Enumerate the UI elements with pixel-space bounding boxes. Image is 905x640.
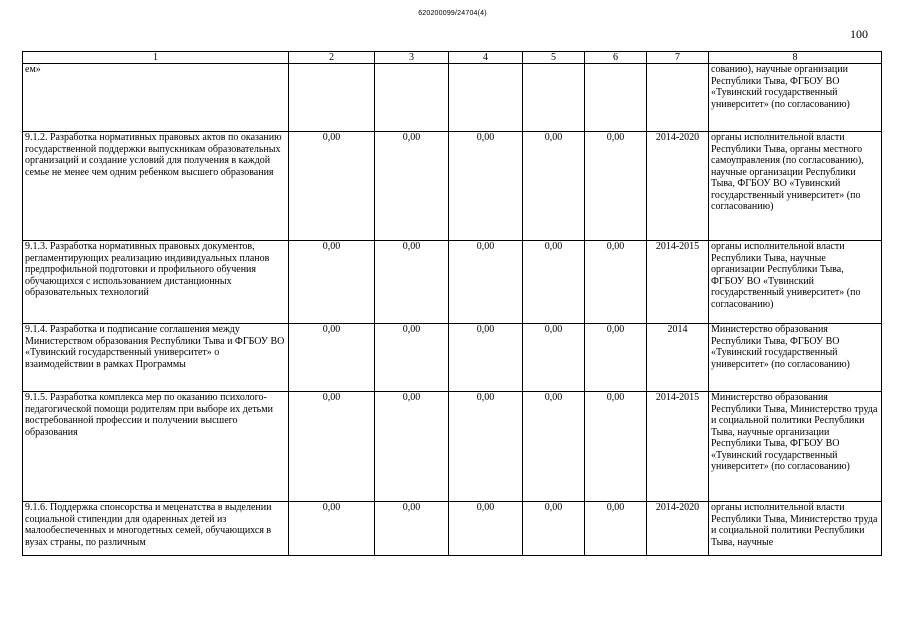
period-cell: 2014-2015: [647, 392, 709, 502]
executor-cell: Министерство образования Республики Тыва, Министерство труда и социальной политики Республики Тыва, научные организации Республики Тыва, ФГБОУ ВО «Тувинский государственный университет» (по согласованию): [709, 392, 882, 502]
value-cell: 0,00: [289, 392, 375, 502]
value-cell: 0,00: [585, 502, 647, 556]
value-cell: 0,00: [523, 132, 585, 241]
value-cell: 0,00: [523, 324, 585, 392]
value-cell: 0,00: [375, 502, 449, 556]
column-header: 3: [375, 52, 449, 64]
period-cell: 2014: [647, 324, 709, 392]
value-cell: 0,00: [375, 324, 449, 392]
value-cell: 0,00: [449, 132, 523, 241]
measure-cell: ем»: [23, 64, 289, 132]
column-header: 2: [289, 52, 375, 64]
table-row: [23, 241, 882, 324]
value-cell: 0,00: [585, 324, 647, 392]
table-row: [23, 324, 882, 392]
value-cell: 0,00: [523, 502, 585, 556]
value-cell: 0,00: [523, 392, 585, 502]
program-table: [22, 51, 882, 556]
period-cell: 2014-2020: [647, 132, 709, 241]
measure-cell: 9.1.6. Поддержка спонсорства и меценатства в выделении социальной стипендии для одаренных детей из малообеспеченных и многодетных семей, обучающихся в вузах страны, по различным: [23, 502, 289, 556]
value-cell: 0,00: [375, 241, 449, 324]
page-number: 100: [850, 27, 868, 41]
value-cell: 0,00: [449, 392, 523, 502]
executor-cell: органы исполнительной власти Республики Тыва, научные организации Республики Тыва, ФГБОУ ВО «Тувинский государственный университет» (по согласованию): [709, 241, 882, 324]
column-header: 7: [647, 52, 709, 64]
table-row: [23, 132, 882, 241]
value-cell: [449, 64, 523, 132]
period-cell: [647, 64, 709, 132]
value-cell: [523, 64, 585, 132]
value-cell: 0,00: [375, 132, 449, 241]
executor-cell: органы исполнительной власти Республики Тыва, Министерство труда и социальной политики Республики Тыва, научные: [709, 502, 882, 556]
value-cell: 0,00: [289, 132, 375, 241]
column-header: 5: [523, 52, 585, 64]
value-cell: 0,00: [289, 502, 375, 556]
table-row: [23, 502, 882, 556]
value-cell: 0,00: [449, 324, 523, 392]
document-id: 620200099/24704(4): [418, 10, 487, 17]
table-row: [23, 392, 882, 502]
measure-cell: 9.1.2. Разработка нормативных правовых актов по оказанию государственной поддержки выпускникам образовательных организаций и создание условий для получения в каждой семье не менее чем одним ребенком высшего образования: [23, 132, 289, 241]
value-cell: [585, 64, 647, 132]
executor-cell: органы исполнительной власти Республики Тыва, органы местного самоуправления (по согласованию), научные организации Республики Тыва, ФГБОУ ВО «Тувинский государственный университет» (по согласованию): [709, 132, 882, 241]
value-cell: [375, 64, 449, 132]
executor-cell: сованию), научные организации Республики Тыва, ФГБОУ ВО «Тувинский государственный университет» (по согласованию): [709, 64, 882, 132]
value-cell: 0,00: [585, 392, 647, 502]
column-header: 6: [585, 52, 647, 64]
column-header: 8: [709, 52, 882, 64]
value-cell: [289, 64, 375, 132]
value-cell: 0,00: [449, 241, 523, 324]
period-cell: 2014-2015: [647, 241, 709, 324]
value-cell: 0,00: [289, 241, 375, 324]
executor-cell: Министерство образования Республики Тыва, ФГБОУ ВО «Тувинский государственный университет» (по согласованию): [709, 324, 882, 392]
measure-cell: 9.1.4. Разработка и подписание соглашения между Министерством образования Республики Тыва и ФГБОУ ВО «Тувинский государственный университет» о взаимодействии в рамках Программы: [23, 324, 289, 392]
value-cell: 0,00: [375, 392, 449, 502]
value-cell: 0,00: [289, 324, 375, 392]
column-number-row: [23, 52, 882, 64]
value-cell: 0,00: [585, 241, 647, 324]
value-cell: 0,00: [585, 132, 647, 241]
measure-cell: 9.1.5. Разработка комплекса мер по оказанию психолого-педагогической помощи родителям при выборе их детьми востребованной профессии и получении высшего образования: [23, 392, 289, 502]
column-header: 1: [23, 52, 289, 64]
column-header: 4: [449, 52, 523, 64]
table-row: [23, 64, 882, 132]
value-cell: 0,00: [449, 502, 523, 556]
period-cell: 2014-2020: [647, 502, 709, 556]
value-cell: 0,00: [523, 241, 585, 324]
measure-cell: 9.1.3. Разработка нормативных правовых документов, регламентирующих реализацию индивидуальных планов предпрофильной подготовки и профильного обучения обучающихся с использованием дистанционных образовательных технологий: [23, 241, 289, 324]
